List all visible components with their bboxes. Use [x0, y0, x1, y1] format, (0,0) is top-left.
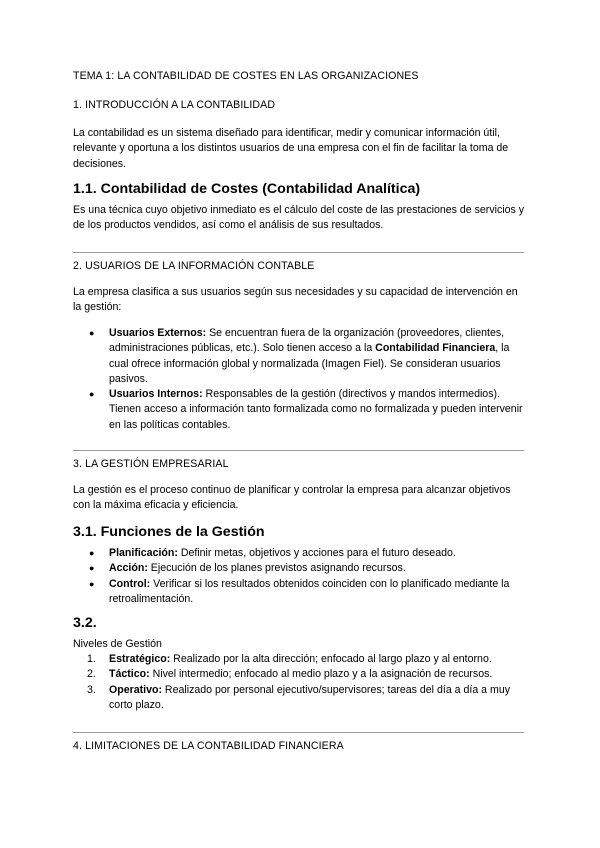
planning-label: Planificación: [109, 547, 178, 559]
bullet-icon: ● [89, 328, 95, 338]
control-label: Control: [109, 577, 151, 590]
section-1-heading: 1. INTRODUCCIÓN A LA CONTABILIDAD [73, 99, 276, 111]
bullet-icon: ● [89, 548, 95, 558]
section-3-2-heading: 3.2. [73, 615, 97, 631]
bullet-icon: ● [89, 578, 95, 589]
section-2-text: La empresa clasifica a sus usuarios según sus necesidades y su capacidad de intervención en la gestión: [73, 286, 518, 314]
section-3-text: La gestión es el proceso continuo de planificar y controlar la empresa para alcanzar objetivos con la máxima eficacia y eficiencia. [73, 484, 511, 512]
bullet-icon: ● [89, 389, 95, 400]
divider [73, 450, 524, 451]
list-number: 1. [87, 653, 96, 665]
planning-text: Definir metas, objetivos y acciones para el futuro deseado. [177, 547, 456, 559]
users-list [73, 326, 525, 433]
list-item [73, 326, 525, 387]
section-2-heading: 2. USUARIOS DE LA INFORMACIÓN CONTABLE [73, 260, 315, 272]
list-item [73, 577, 525, 608]
strategic-label: Estratégico: [109, 653, 171, 665]
list-item [73, 652, 525, 667]
list-item [73, 387, 525, 433]
tactical-label: Táctico: [109, 668, 150, 681]
bullet-icon: ● [89, 563, 95, 574]
external-users-text: Se encuentran fuera de la organización (proveedores, clientes, administraciones públicas, etc.). Solo tienen acceso a la [109, 327, 505, 355]
section-3-1-heading: 3.1. Funciones de la Gestión [73, 524, 265, 540]
section-4-heading: 4. LIMITACIONES DE LA CONTABILIDAD FINANCIERA [73, 740, 344, 752]
action-label: Acción: [109, 562, 148, 575]
section-1-1-text: Es una técnica cuyo objetivo inmediato es el cálculo del coste de las prestaciones de servicios y de los productos vendidos, así como el análisis de sus resultados. [73, 204, 525, 232]
divider [73, 252, 524, 253]
operative-text: Realizado por personal ejecutivo/supervisores; tareas del día a día a muy corto plazo. [109, 683, 511, 711]
tactical-text: Nivel intermedio; enfocado al medio plazo y a la asignación de recursos. [149, 668, 493, 681]
operative-label: Operativo: [109, 683, 162, 696]
functions-list [73, 546, 525, 607]
levels-list [73, 652, 525, 713]
list-item [73, 667, 525, 682]
document-title: TEMA 1: LA CONTABILIDAD DE COSTES EN LAS ORGANIZACIONES [73, 70, 419, 82]
strategic-text: Realizado por la alta dirección; enfocado al largo plazo y al entorno. [170, 653, 492, 665]
list-item [73, 561, 525, 576]
financial-accounting-term: Contabilidad Financiera [375, 342, 496, 355]
internal-users-label: Usuarios Internos: [109, 388, 203, 401]
control-text: Verificar si los resultados obtenidos coinciden con lo planificado mediante la retroalimentación. [109, 577, 510, 605]
section-3-2-label: Niveles de Gestión [73, 638, 162, 650]
list-number: 2. [87, 668, 96, 681]
section-1-1-heading: 1.1. Contabilidad de Costes (Contabilidad Analítica) [73, 181, 421, 197]
list-item [73, 683, 525, 714]
section-3-heading: 3. LA GESTIÓN EMPRESARIAL [73, 458, 229, 470]
list-item [73, 546, 525, 561]
external-users-label: Usuarios Externos: [109, 327, 207, 339]
external-users-text-end: , la cual ofrece información global y normalizada (Imagen Fiel). Se consideran usuarios pasivos. [109, 342, 510, 385]
divider [73, 732, 524, 733]
list-number: 3. [87, 683, 96, 696]
internal-users-text: Responsables de la gestión (directivos y mandos intermedios). Tienen acceso a información tanto formalizada como no formalizada y pueden intervenir en las políticas contables. [109, 388, 523, 431]
section-1-text: La contabilidad es un sistema diseñado para identificar, medir y comunicar información útil, relevante y oportuna a los distintos usuarios de una empresa con el fin de facilitar la toma de decisiones. [73, 127, 509, 170]
action-text: Ejecución de los planes previstos asignando recursos. [147, 562, 406, 575]
